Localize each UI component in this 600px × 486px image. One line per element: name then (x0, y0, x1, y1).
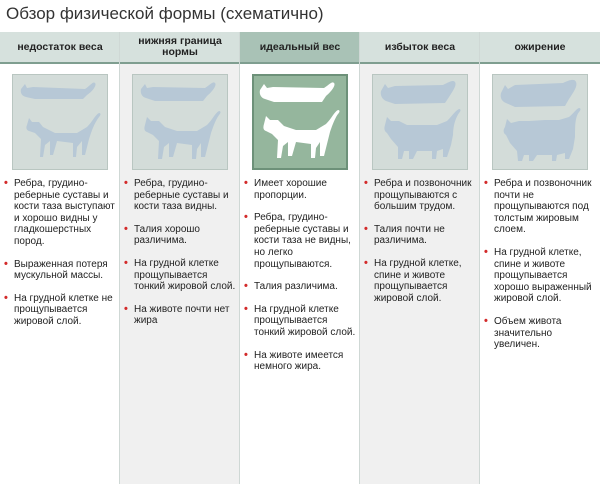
list-item: • На грудной клетке прощупывается тонкий жировой слой. (244, 302, 356, 338)
column-ideal (240, 32, 360, 484)
column-underweight (0, 32, 120, 484)
column-overweight (360, 32, 480, 484)
column-header: избыток веса (360, 32, 480, 62)
list-item: • Талия хорошо различима. (124, 222, 200, 247)
underweight-cat-icon (12, 74, 108, 170)
column-traits (124, 178, 236, 338)
list-item: • Ребра, грудино-реберные суставы и кости таза не видны, но легко прощупываются. (244, 211, 351, 270)
list-item: • Объем живота значительно увеличен. (484, 314, 562, 351)
list-item: • Выраженная потеря мускульной массы. (4, 257, 108, 282)
column-header: нижняя граница нормы (120, 32, 240, 62)
column-obese (480, 32, 600, 484)
column-header: недостаток веса (0, 32, 120, 62)
page-title: Обзор физической формы (схематично) (6, 4, 324, 23)
list-item: • Ребра, грудино-реберные суставы и кости таза видны. (124, 177, 229, 213)
ideal-weight-cat-icon (252, 74, 348, 170)
list-item: • На животе почти нет жира (124, 302, 230, 327)
list-item: • На грудной клетке, спине и животе прощупывается жировой слой. (364, 256, 462, 304)
lean-cat-icon (132, 74, 228, 170)
list-item: • Талия различима. (244, 280, 338, 293)
column-traits (244, 178, 356, 384)
column-header: ожирение (480, 32, 600, 62)
column-traits (484, 178, 596, 362)
list-item: • Ребра, грудино-реберные суставы и кости таза выступают и хорошо видны у гладкошерстных пород. (4, 177, 115, 247)
list-item: • На животе имеется немного жира. (244, 348, 344, 373)
column-lean (120, 32, 240, 484)
overweight-cat-icon (372, 74, 468, 170)
list-item: • Ребра и позвоночник прощупываются с большим трудом. (364, 177, 472, 213)
column-header: идеальный вес (240, 32, 360, 62)
list-item: • На грудной клетке, спине и животе прощупывается хорошо выраженный жировой слой. (484, 245, 592, 305)
list-item: • Имеет хорошие пропорции. (244, 177, 327, 201)
column-traits (364, 178, 476, 315)
column-traits (4, 178, 116, 339)
body-condition-table (0, 32, 600, 484)
list-item: • Талия почти не различима. (364, 222, 445, 247)
list-item: • На грудной клетке прощупывается тонкий жировой слой. (124, 256, 236, 293)
list-item: • На грудной клетке не прощупывается жировой слой. (4, 291, 113, 327)
obese-cat-icon (492, 74, 588, 170)
list-item: • Ребра и позвоночник почти не прощупываются под толстым жировым слоем. (484, 177, 592, 236)
